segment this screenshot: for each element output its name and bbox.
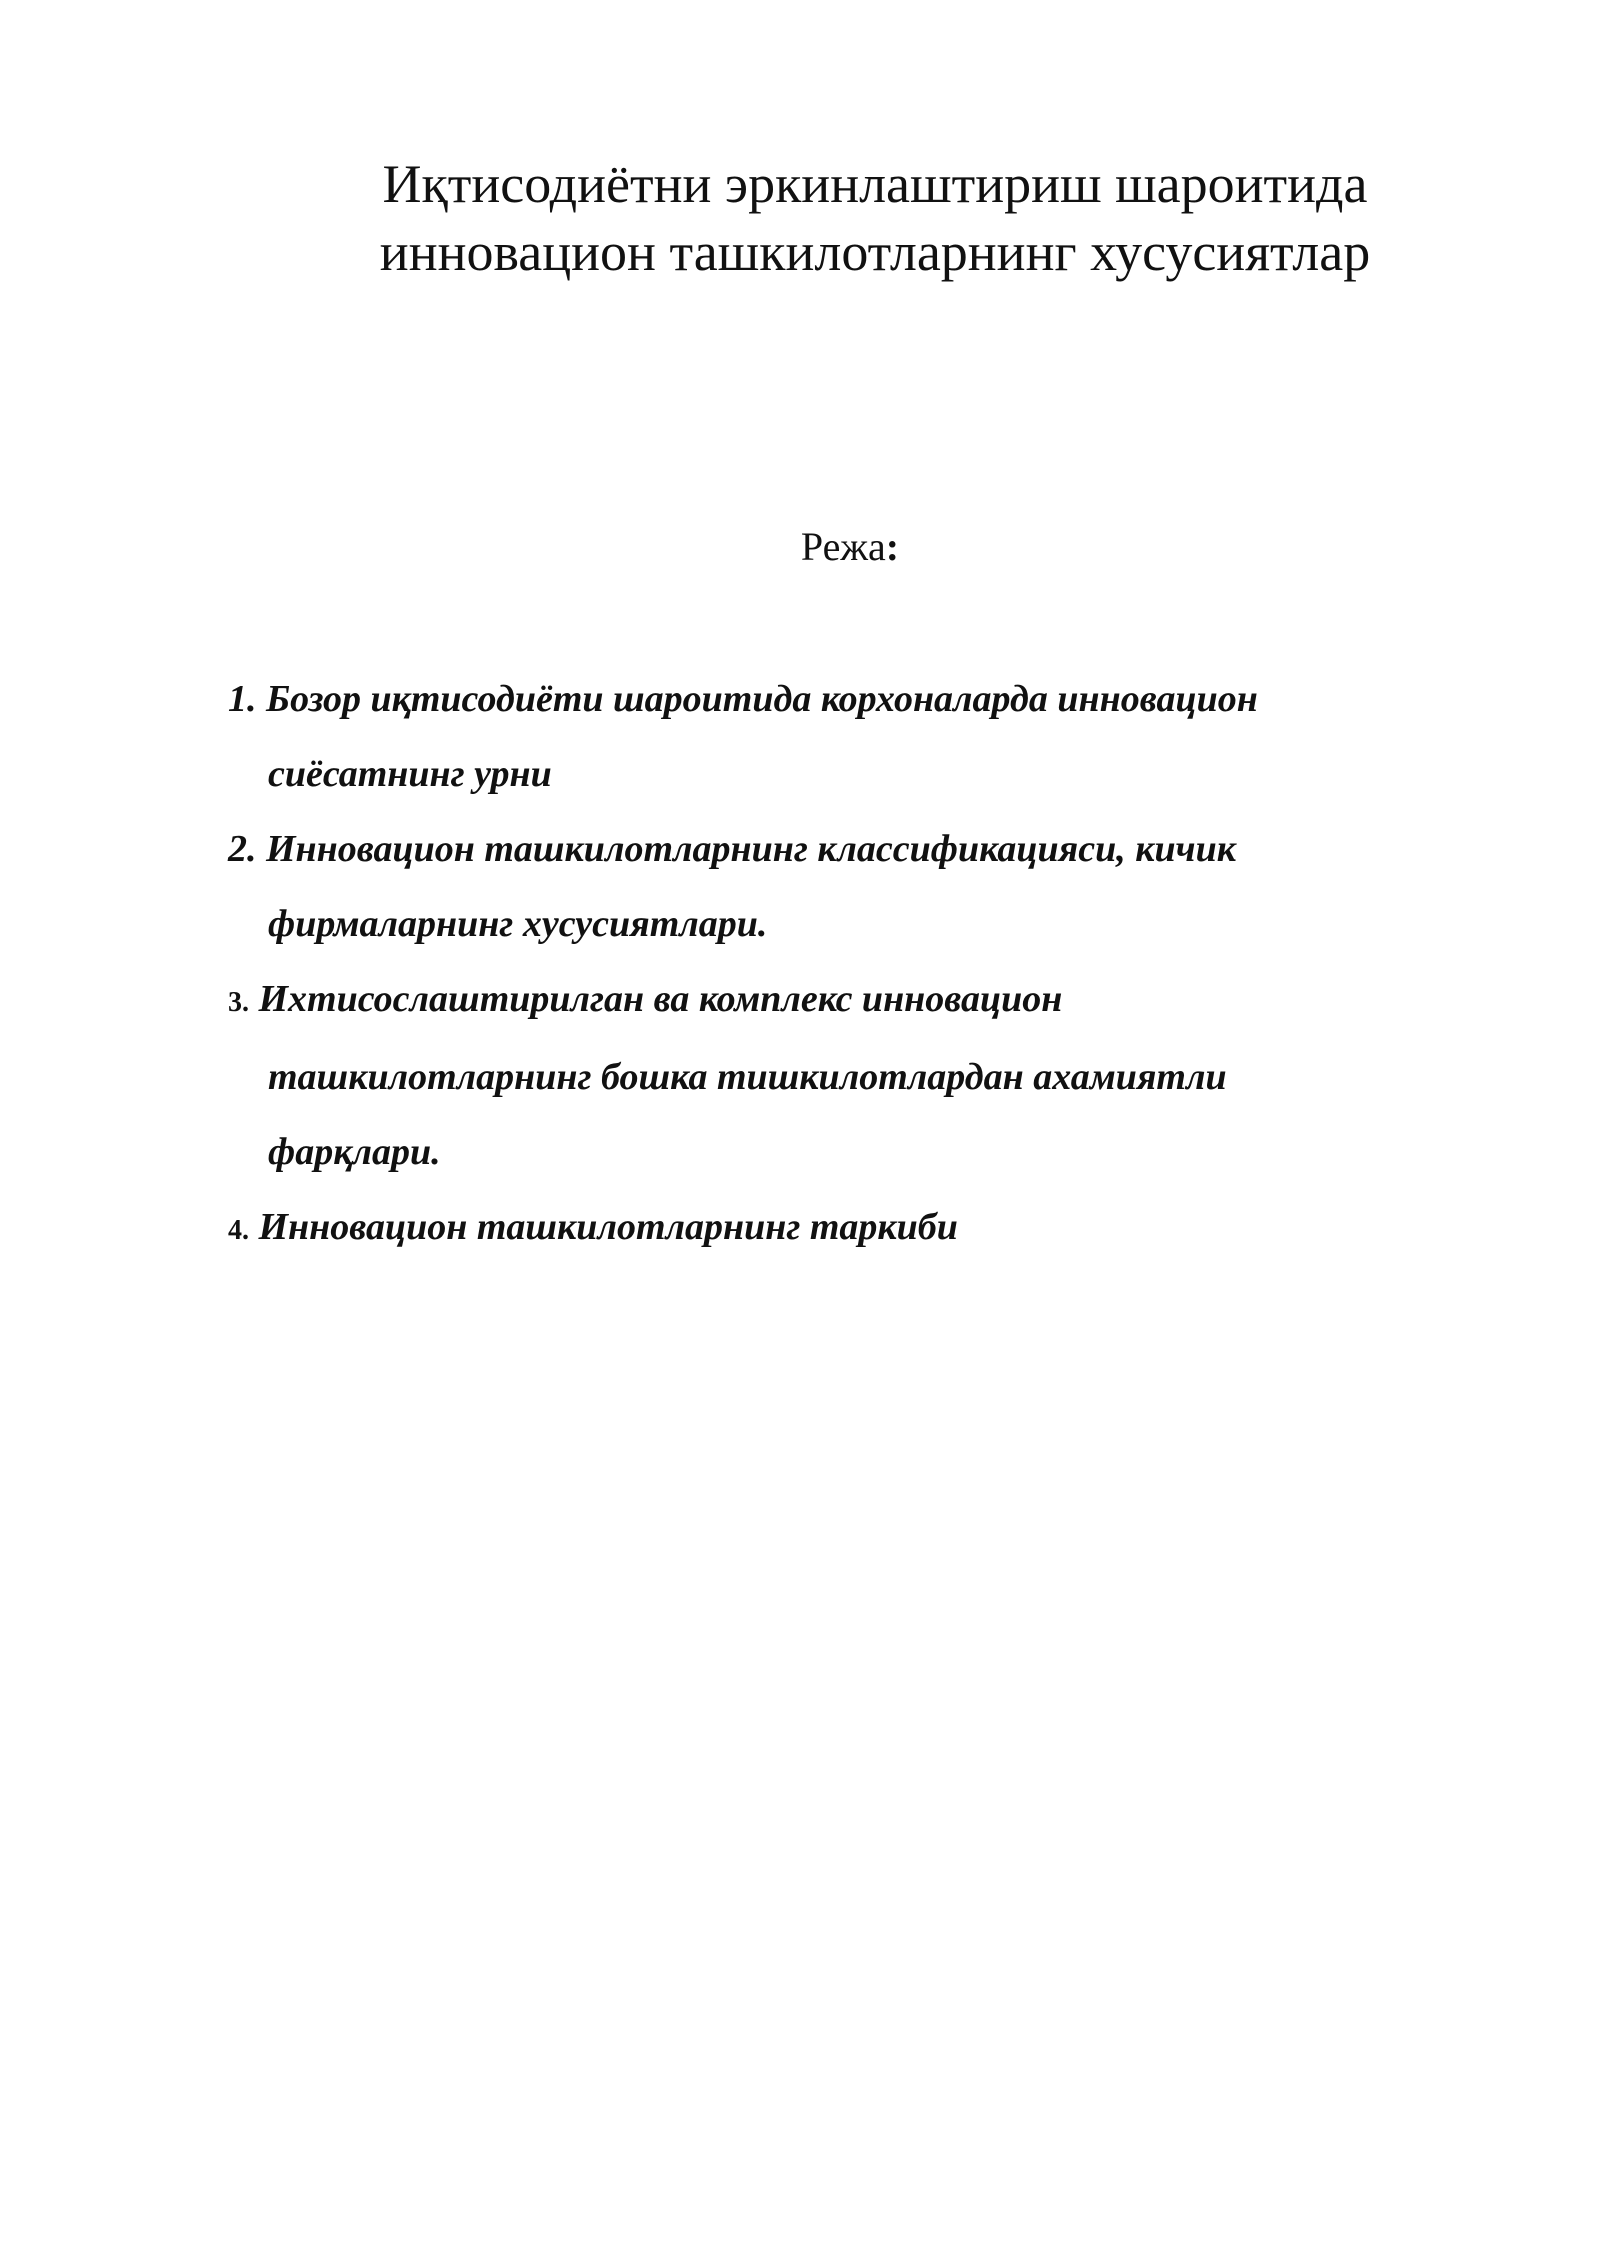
plan-item-number: 1.: [228, 678, 257, 720]
plan-item-text: ташкилотларнинг бошка тишкилотлардан ахамиятли: [268, 1056, 1227, 1098]
plan-item-number: 3.: [228, 987, 249, 1018]
plan-item-1: [228, 662, 1458, 812]
plan-heading-text: Режа: [800, 524, 886, 569]
plan-item-2: [228, 812, 1458, 962]
plan-item-number: 2.: [228, 828, 257, 870]
plan-item-text: фарқлари.: [268, 1131, 441, 1173]
plan-item-text: сиёсатнинг урни: [268, 753, 552, 795]
document-title: [300, 150, 1450, 286]
plan-item-text: фирмаларнинг хусусиятлари.: [268, 903, 768, 945]
plan-item-text: Ихтисослаштирилган ва комплекс инновацион: [258, 978, 1063, 1020]
title-line-2: инновацион ташкилотларнинг хусусиятлар: [379, 222, 1371, 282]
plan-item-text: Инновацион ташкилотларнинг классификацияси, кичик: [266, 828, 1236, 870]
plan-item-text: Инновацион ташкилотларнинг таркиби: [258, 1206, 958, 1248]
plan-heading-colon: :: [885, 524, 900, 569]
title-line-1: Иқтисодиётни эркинлаштириш шароитида: [382, 154, 1368, 214]
plan-list: [228, 662, 1458, 1268]
plan-item-4: [228, 1190, 1458, 1268]
plan-item-3: [228, 962, 1458, 1190]
plan-item-number: 4.: [228, 1215, 249, 1246]
plan-item-text: Бозор иқтисодиёти шароитида корхоналарда инновацион: [266, 678, 1258, 720]
plan-heading: [0, 522, 1600, 572]
